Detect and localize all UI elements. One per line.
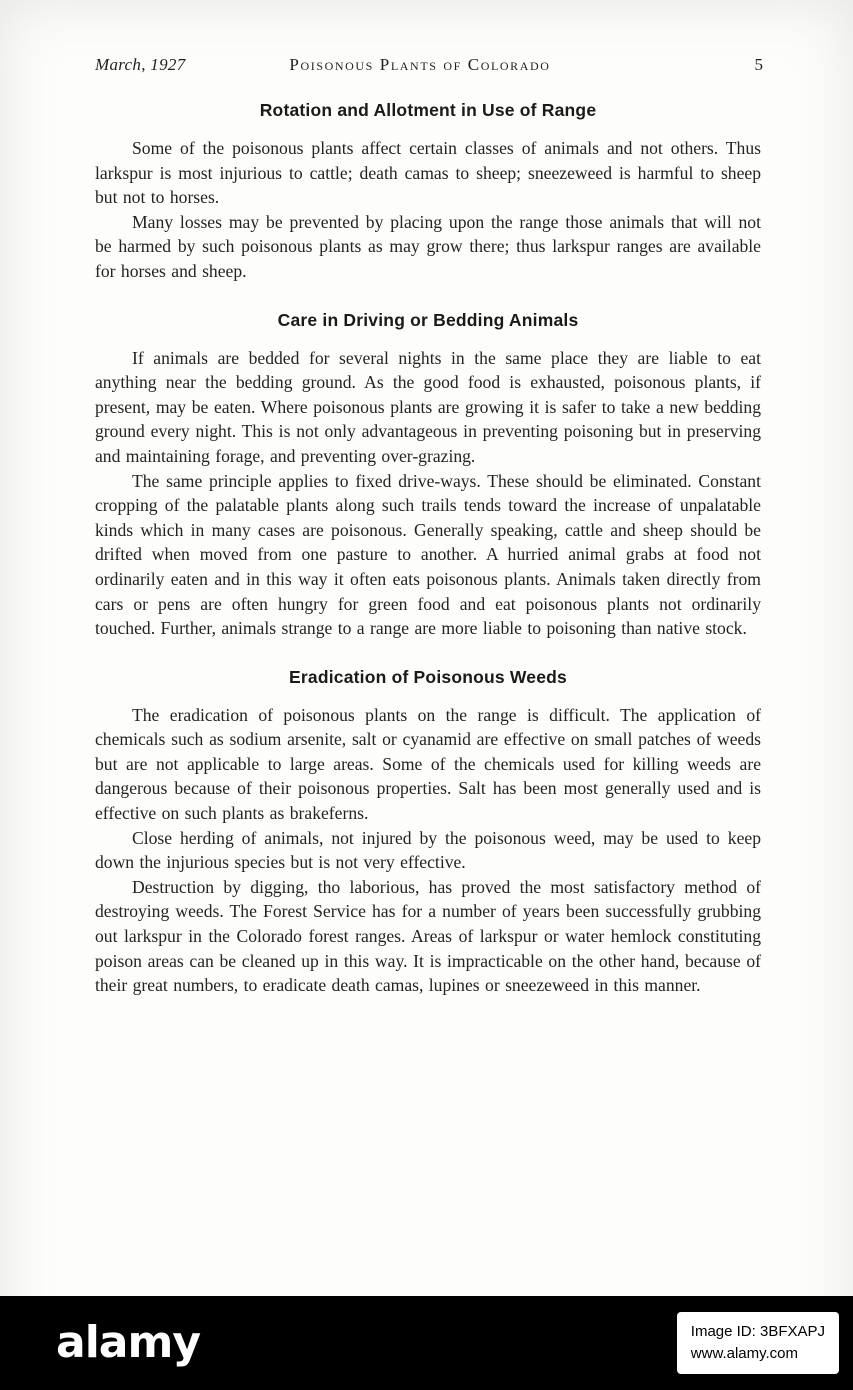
paragraph: The eradication of poisonous plants on the range is difficult. The application of chemicals such as sodium arsenite, salt or cyanamid are effective on small patches of weeds but are not applicable to large areas. Some of the chemicals used for killing weeds are dangerous because of their poisonous properties. Salt has been most generally used and is effective on such plants as brakeferns.	[95, 704, 761, 824]
running-head	[95, 55, 763, 75]
section-heading-care: Care in Driving or Bedding Animals	[277, 309, 579, 330]
paragraph: Many losses may be prevented by placing upon the range those animals that will not be harmed by such poisonous plants as may grow there; thus larkspur ranges are available for horses and sheep.	[95, 211, 761, 281]
watermark-bar	[0, 1296, 853, 1390]
paragraph: Close herding of animals, not injured by the poisonous weed, may be used to keep down the injurious species but is not very effective.	[95, 827, 761, 873]
image-info-box	[677, 1312, 839, 1374]
section-heading-rotation: Rotation and Allotment in Use of Range	[259, 100, 597, 120]
header-date: March, 1927	[95, 55, 186, 74]
section-heading-eradication: Eradication of Poisonous Weeds	[289, 666, 567, 687]
header-page-number: 5	[754, 55, 763, 74]
paragraph: Destruction by digging, tho laborious, has proved the most satisfactory method of destroying weeds. The Forest Service has for a number of years been successfully grubbing out larkspur in the Colorado forest ranges. Areas of larkspur or water hemlock constituting poison areas can be cleaned up in this way. It is impracticable on the other hand, because of their great numbers, to eradicate death camas, lupines or sneezeweed in this manner.	[95, 876, 761, 996]
watermark-url: www.alamy.com	[690, 1345, 799, 1362]
paragraph: Some of the poisonous plants affect certain classes of animals and not others. Thus larkspur is most injurious to cattle; death camas to sheep; sneezeweed is harmful to sheep but not to horses.	[95, 138, 761, 208]
image-id-label: Image ID: 3BFXAPJ	[690, 1323, 825, 1340]
alamy-logo: alamy	[56, 1317, 200, 1368]
text-column	[95, 100, 761, 998]
paragraph: The same principle applies to fixed drive-ways. These should be eliminated. Constant cropping of the palatable plants along such trails tends toward the increase of unpalatable kinds which in many cases are poisonous. Generally speaking, cattle and sheep should be drifted when moved from one pasture to another. A hurried animal grabs at food not ordinarily eaten and in this way it often eats poisonous plants. Animals taken directly from cars or pens are often hungry for green food and eat poisonous plants not ordinarily touched. Further, animals strange to a range are more liable to poisoning than native stock.	[95, 470, 761, 639]
paragraph: If animals are bedded for several nights in the same place they are liable to eat anything near the bedding ground. As the good food is exhausted, poisonous plants, if present, may be eaten. Where poisonous plants are growing it is safer to take a new bedding ground every night. This is not only advantageous in preventing poisoning but in preserving and maintaining forage, and preventing over-grazing.	[95, 347, 761, 466]
header-title: Poisonous Plants of Colorado	[289, 55, 551, 74]
